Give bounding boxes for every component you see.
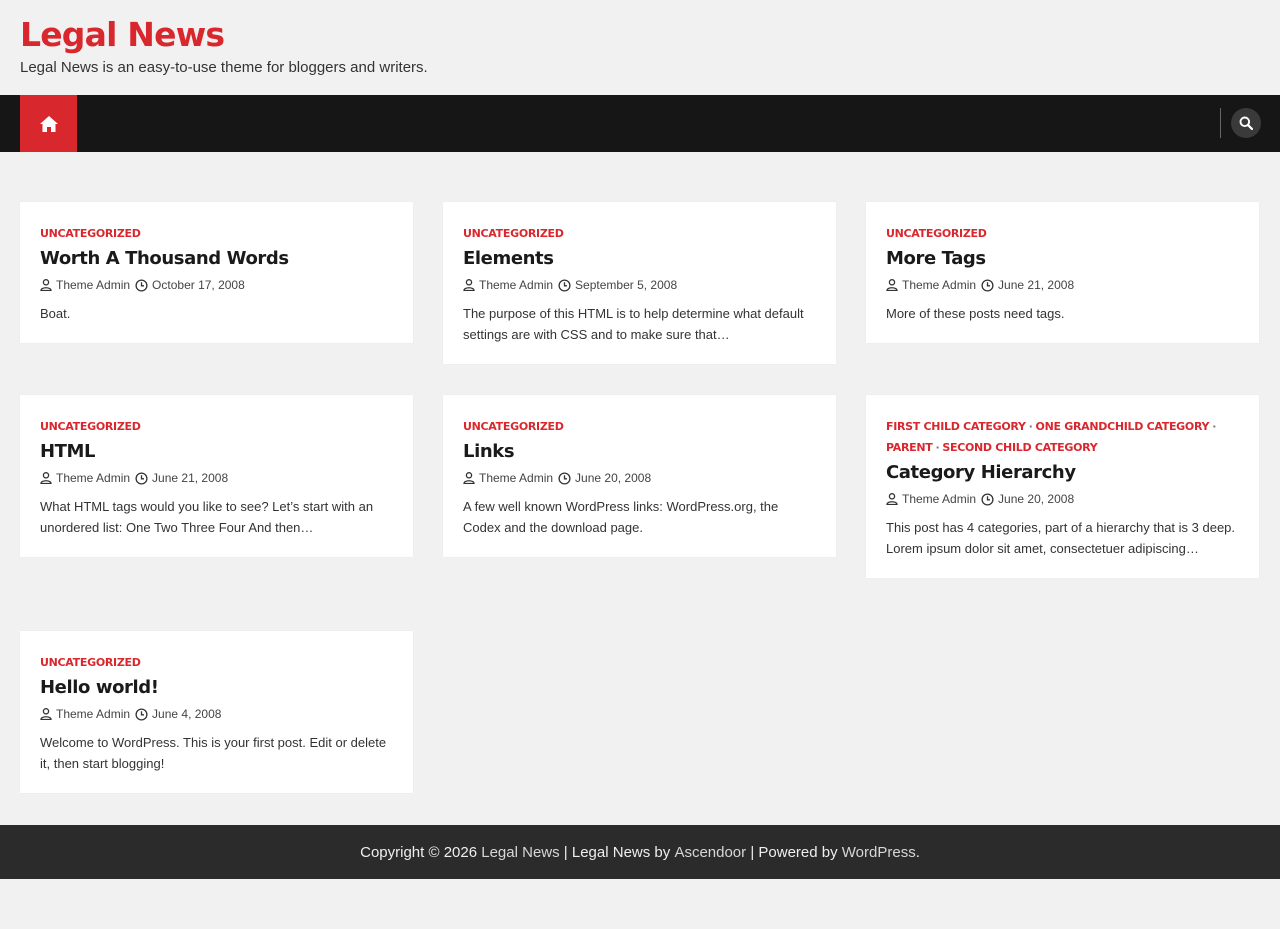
post-categories <box>886 223 1239 244</box>
post-meta <box>463 470 816 486</box>
post-author[interactable] <box>463 278 553 292</box>
date-text: September 5, 2008 <box>575 278 678 292</box>
post-excerpt: More of these posts need tags. <box>886 306 1065 321</box>
post-date[interactable] <box>558 471 651 485</box>
date-text: June 21, 2008 <box>998 278 1075 292</box>
post-meta <box>886 491 1239 507</box>
post-date[interactable] <box>135 278 245 292</box>
nav-divider <box>1220 108 1221 138</box>
footer-author-link[interactable]: Ascendoor <box>674 843 747 861</box>
post-author[interactable] <box>40 278 130 292</box>
post-date[interactable] <box>981 492 1074 506</box>
category-link[interactable]: SECOND CHILD CATEGORY <box>942 441 1098 454</box>
category-link[interactable]: UNCATEGORIZED <box>886 227 987 240</box>
post-title[interactable]: Worth A Thousand Words <box>40 248 289 269</box>
footer-copyright: Copyright © 2026 <box>360 843 482 861</box>
post-card <box>20 631 413 793</box>
author-name: Theme Admin <box>56 471 131 485</box>
post-excerpt: This post has 4 categories, part of a hierarchy that is 3 deep. Lorem ipsum dolor sit amet, consectetuer adipiscing… <box>886 520 1236 556</box>
post-title[interactable]: Links <box>463 441 515 462</box>
date-text: October 17, 2008 <box>152 278 245 292</box>
post-title[interactable]: Elements <box>463 248 554 269</box>
post-author[interactable] <box>463 471 553 485</box>
post-meta <box>40 470 393 486</box>
footer-end: . <box>915 843 920 861</box>
post-excerpt: A few well known WordPress links: WordPress.org, the Codex and the download page. <box>463 499 779 535</box>
site-header <box>0 0 1280 95</box>
category-link[interactable]: UNCATEGORIZED <box>463 227 564 240</box>
category-link[interactable]: UNCATEGORIZED <box>40 656 141 669</box>
date-text: June 21, 2008 <box>152 471 229 485</box>
post-date[interactable] <box>135 471 228 485</box>
post-categories <box>463 416 816 437</box>
post-title[interactable]: Category Hierarchy <box>886 462 1076 483</box>
home-icon <box>39 115 59 133</box>
category-link[interactable]: FIRST CHILD CATEGORY <box>886 420 1026 433</box>
post-card <box>20 395 413 557</box>
post-card <box>20 202 413 343</box>
post-author[interactable] <box>40 471 130 485</box>
post-meta <box>886 277 1239 293</box>
footer-powered-text: | Powered by <box>746 843 842 861</box>
author-name: Theme Admin <box>56 707 131 721</box>
post-categories <box>40 416 393 437</box>
user-icon <box>40 472 52 484</box>
search-button[interactable] <box>1231 108 1261 138</box>
user-icon <box>463 279 475 291</box>
author-name: Theme Admin <box>902 492 977 506</box>
clock-icon <box>981 279 994 292</box>
category-separator: · <box>1028 420 1033 433</box>
post-meta <box>463 277 816 293</box>
clock-icon <box>981 493 994 506</box>
post-excerpt: What HTML tags would you like to see? Let’s start with an unordered list: One Two Three Four And then… <box>40 499 374 535</box>
post-excerpt: The purpose of this HTML is to help determine what default settings are with CSS and to make sure that… <box>463 306 804 342</box>
post-meta <box>40 277 393 293</box>
post-author[interactable] <box>40 707 130 721</box>
post-excerpt: Welcome to WordPress. This is your first post. Edit or delete it, then start blogging! <box>40 735 387 771</box>
author-name: Theme Admin <box>479 278 554 292</box>
user-icon <box>886 493 898 505</box>
post-card <box>443 395 836 557</box>
footer-site-link[interactable]: Legal News <box>481 843 560 861</box>
site-description: Legal News is an easy-to-use theme for bloggers and writers. <box>20 59 428 76</box>
footer-by-text: | Legal News by <box>559 843 675 861</box>
home-button[interactable] <box>20 95 77 152</box>
user-icon <box>886 279 898 291</box>
category-link[interactable]: PARENT <box>886 441 933 454</box>
category-separator: · <box>1212 420 1217 433</box>
post-excerpt: Boat. <box>40 306 71 321</box>
post-title[interactable]: Hello world! <box>40 677 159 698</box>
post-categories <box>40 223 393 244</box>
main-navigation <box>0 95 1280 152</box>
footer-wordpress-link[interactable]: WordPress <box>841 843 916 861</box>
clock-icon <box>135 708 148 721</box>
category-link[interactable]: ONE GRANDCHILD CATEGORY <box>1035 420 1210 433</box>
post-card <box>866 395 1259 578</box>
clock-icon <box>135 472 148 485</box>
clock-icon <box>558 279 571 292</box>
post-meta <box>40 706 393 722</box>
post-date[interactable] <box>558 278 677 292</box>
clock-icon <box>135 279 148 292</box>
search-icon <box>1239 116 1253 130</box>
author-name: Theme Admin <box>902 278 977 292</box>
post-categories <box>463 223 816 244</box>
post-date[interactable] <box>981 278 1074 292</box>
site-footer <box>0 825 1280 879</box>
date-text: June 4, 2008 <box>152 707 222 721</box>
user-icon <box>463 472 475 484</box>
post-card <box>866 202 1259 343</box>
post-author[interactable] <box>886 492 976 506</box>
user-icon <box>40 279 52 291</box>
category-link[interactable]: UNCATEGORIZED <box>463 420 564 433</box>
post-card <box>443 202 836 364</box>
category-separator: · <box>935 441 940 454</box>
author-name: Theme Admin <box>479 471 554 485</box>
category-link[interactable]: UNCATEGORIZED <box>40 227 141 240</box>
post-categories <box>886 416 1239 458</box>
post-title[interactable]: HTML <box>40 441 96 462</box>
post-title[interactable]: More Tags <box>886 248 986 269</box>
author-name: Theme Admin <box>56 278 131 292</box>
user-icon <box>40 708 52 720</box>
date-text: June 20, 2008 <box>998 492 1075 506</box>
post-date[interactable] <box>135 707 221 721</box>
post-categories <box>40 652 393 673</box>
date-text: June 20, 2008 <box>575 471 652 485</box>
category-link[interactable]: UNCATEGORIZED <box>40 420 141 433</box>
site-title-link[interactable]: Legal News <box>20 15 225 54</box>
clock-icon <box>558 472 571 485</box>
post-author[interactable] <box>886 278 976 292</box>
